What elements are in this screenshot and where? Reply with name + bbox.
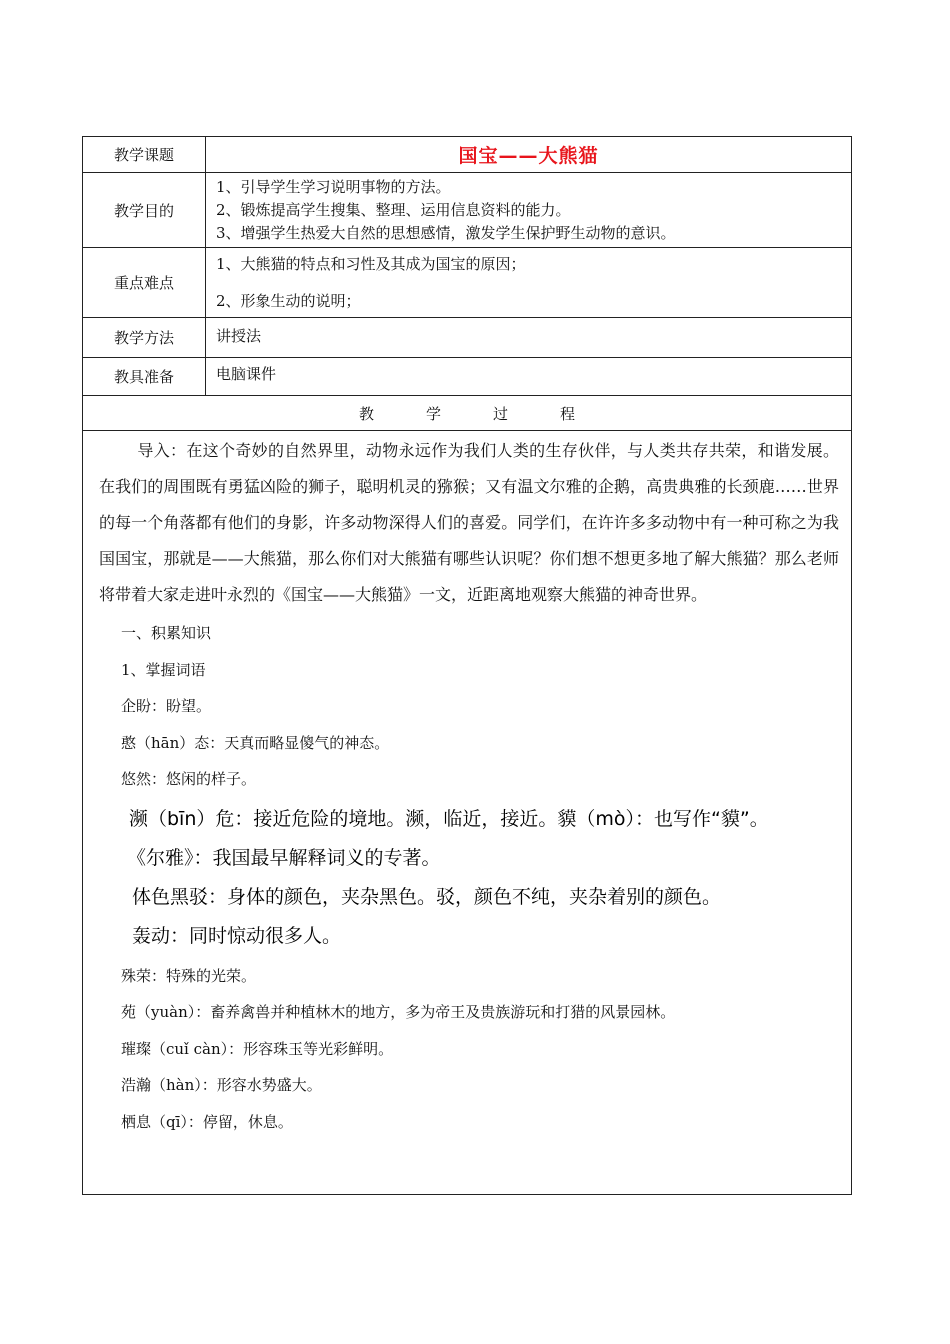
sub-heading: 1、掌握词语 xyxy=(121,660,206,679)
row-process-heading xyxy=(83,396,852,431)
label-tools: 教具准备 xyxy=(83,358,206,396)
process-heading-char: 教 xyxy=(358,404,374,423)
lesson-title: 国宝——大熊猫 xyxy=(458,145,599,167)
vocab-item: 璀璨（cuǐ càn）：形容珠玉等光彩鲜明。 xyxy=(121,1039,394,1058)
goals-cell xyxy=(206,173,852,248)
vocab-item: 悠然：悠闲的样子。 xyxy=(121,770,257,788)
row-method xyxy=(83,318,852,358)
process-heading-char: 程 xyxy=(560,404,576,423)
keypoint-item: 2、形象生动的说明； xyxy=(216,291,361,310)
section-heading: 一、积累知识 xyxy=(121,624,212,642)
intro-paragraph: 导入：在这个奇妙的自然界里，动物永远作为我们人类的生存伙伴，与人类共存共荣，和谐发展。在我们的周围既有勇猛凶险的狮子，聪明机灵的猕猴；又有温文尔雅的企鹅，高贵典雅的长颈鹿……世界的每一个角落都有他们的身影，许多动物深得人们的喜爱。同学们，在许许多多动物中有一种可称之为我国国宝，那就是——大熊猫，那么你们对大熊猫有哪些认识呢？你们想不想更多地了解大熊猫？那么老师将带着大家走进叶永烈的《国宝——大熊猫》一文，近距离地观察大熊猫的神奇世界。 xyxy=(99,441,839,604)
method-value: 讲授法 xyxy=(206,318,852,358)
goal-item: 3、增强学生热爱大自然的思想感情，激发学生保护野生动物的意识。 xyxy=(216,223,676,242)
vocab-item-large: 《尔雅》：我国最早解释词义的专著。 xyxy=(127,846,441,869)
process-heading-char: 学 xyxy=(425,404,441,423)
keypoint-item: 1、大熊猫的特点和习性及其成为国宝的原因； xyxy=(216,254,526,273)
goal-item: 1、引导学生学习说明事物的方法。 xyxy=(216,177,451,196)
label-keypoints: 重点难点 xyxy=(83,248,206,318)
label-goals: 教学目的 xyxy=(83,173,206,248)
goal-item: 2、锻炼提高学生搜集、整理、运用信息资料的能力。 xyxy=(216,200,571,219)
vocab-item-large: 濒（bīn）危：接近危险的境地。濒，临近，接近。貘（mò）：也写作“貘”。 xyxy=(129,807,769,830)
topic-cell xyxy=(206,137,852,173)
process-heading xyxy=(83,396,852,431)
vocab-item: 栖息（qī）：停留，休息。 xyxy=(121,1112,293,1131)
row-tools xyxy=(83,358,852,396)
process-body xyxy=(83,431,852,1195)
vocab-item-large: 轰动：同时惊动很多人。 xyxy=(132,924,342,947)
vocab-item: 企盼：盼望。 xyxy=(121,697,212,715)
row-process-body xyxy=(83,431,852,1195)
process-heading-char: 过 xyxy=(493,404,509,423)
row-topic xyxy=(83,137,852,173)
label-method: 教学方法 xyxy=(83,318,206,358)
vocab-item: 浩瀚（hàn）：形容水势盛大。 xyxy=(121,1076,322,1094)
lesson-plan-table xyxy=(82,136,852,1195)
vocab-item-large: 体色黑驳：身体的颜色，夹杂黑色。驳，颜色不纯，夹杂着别的颜色。 xyxy=(132,885,722,908)
vocab-item: 殊荣：特殊的光荣。 xyxy=(121,966,257,985)
row-goals xyxy=(83,173,852,248)
vocab-item: 憨（hān）态：天真而略显傻气的神态。 xyxy=(121,733,390,752)
keypoints-cell xyxy=(206,248,852,318)
vocab-item: 苑（yuàn）：畜养禽兽并种植林木的地方，多为帝王及贵族游玩和打猎的风景园林。 xyxy=(121,1003,676,1021)
tools-value: 电脑课件 xyxy=(206,358,852,396)
row-keypoints xyxy=(83,248,852,318)
label-topic: 教学课题 xyxy=(83,137,206,173)
